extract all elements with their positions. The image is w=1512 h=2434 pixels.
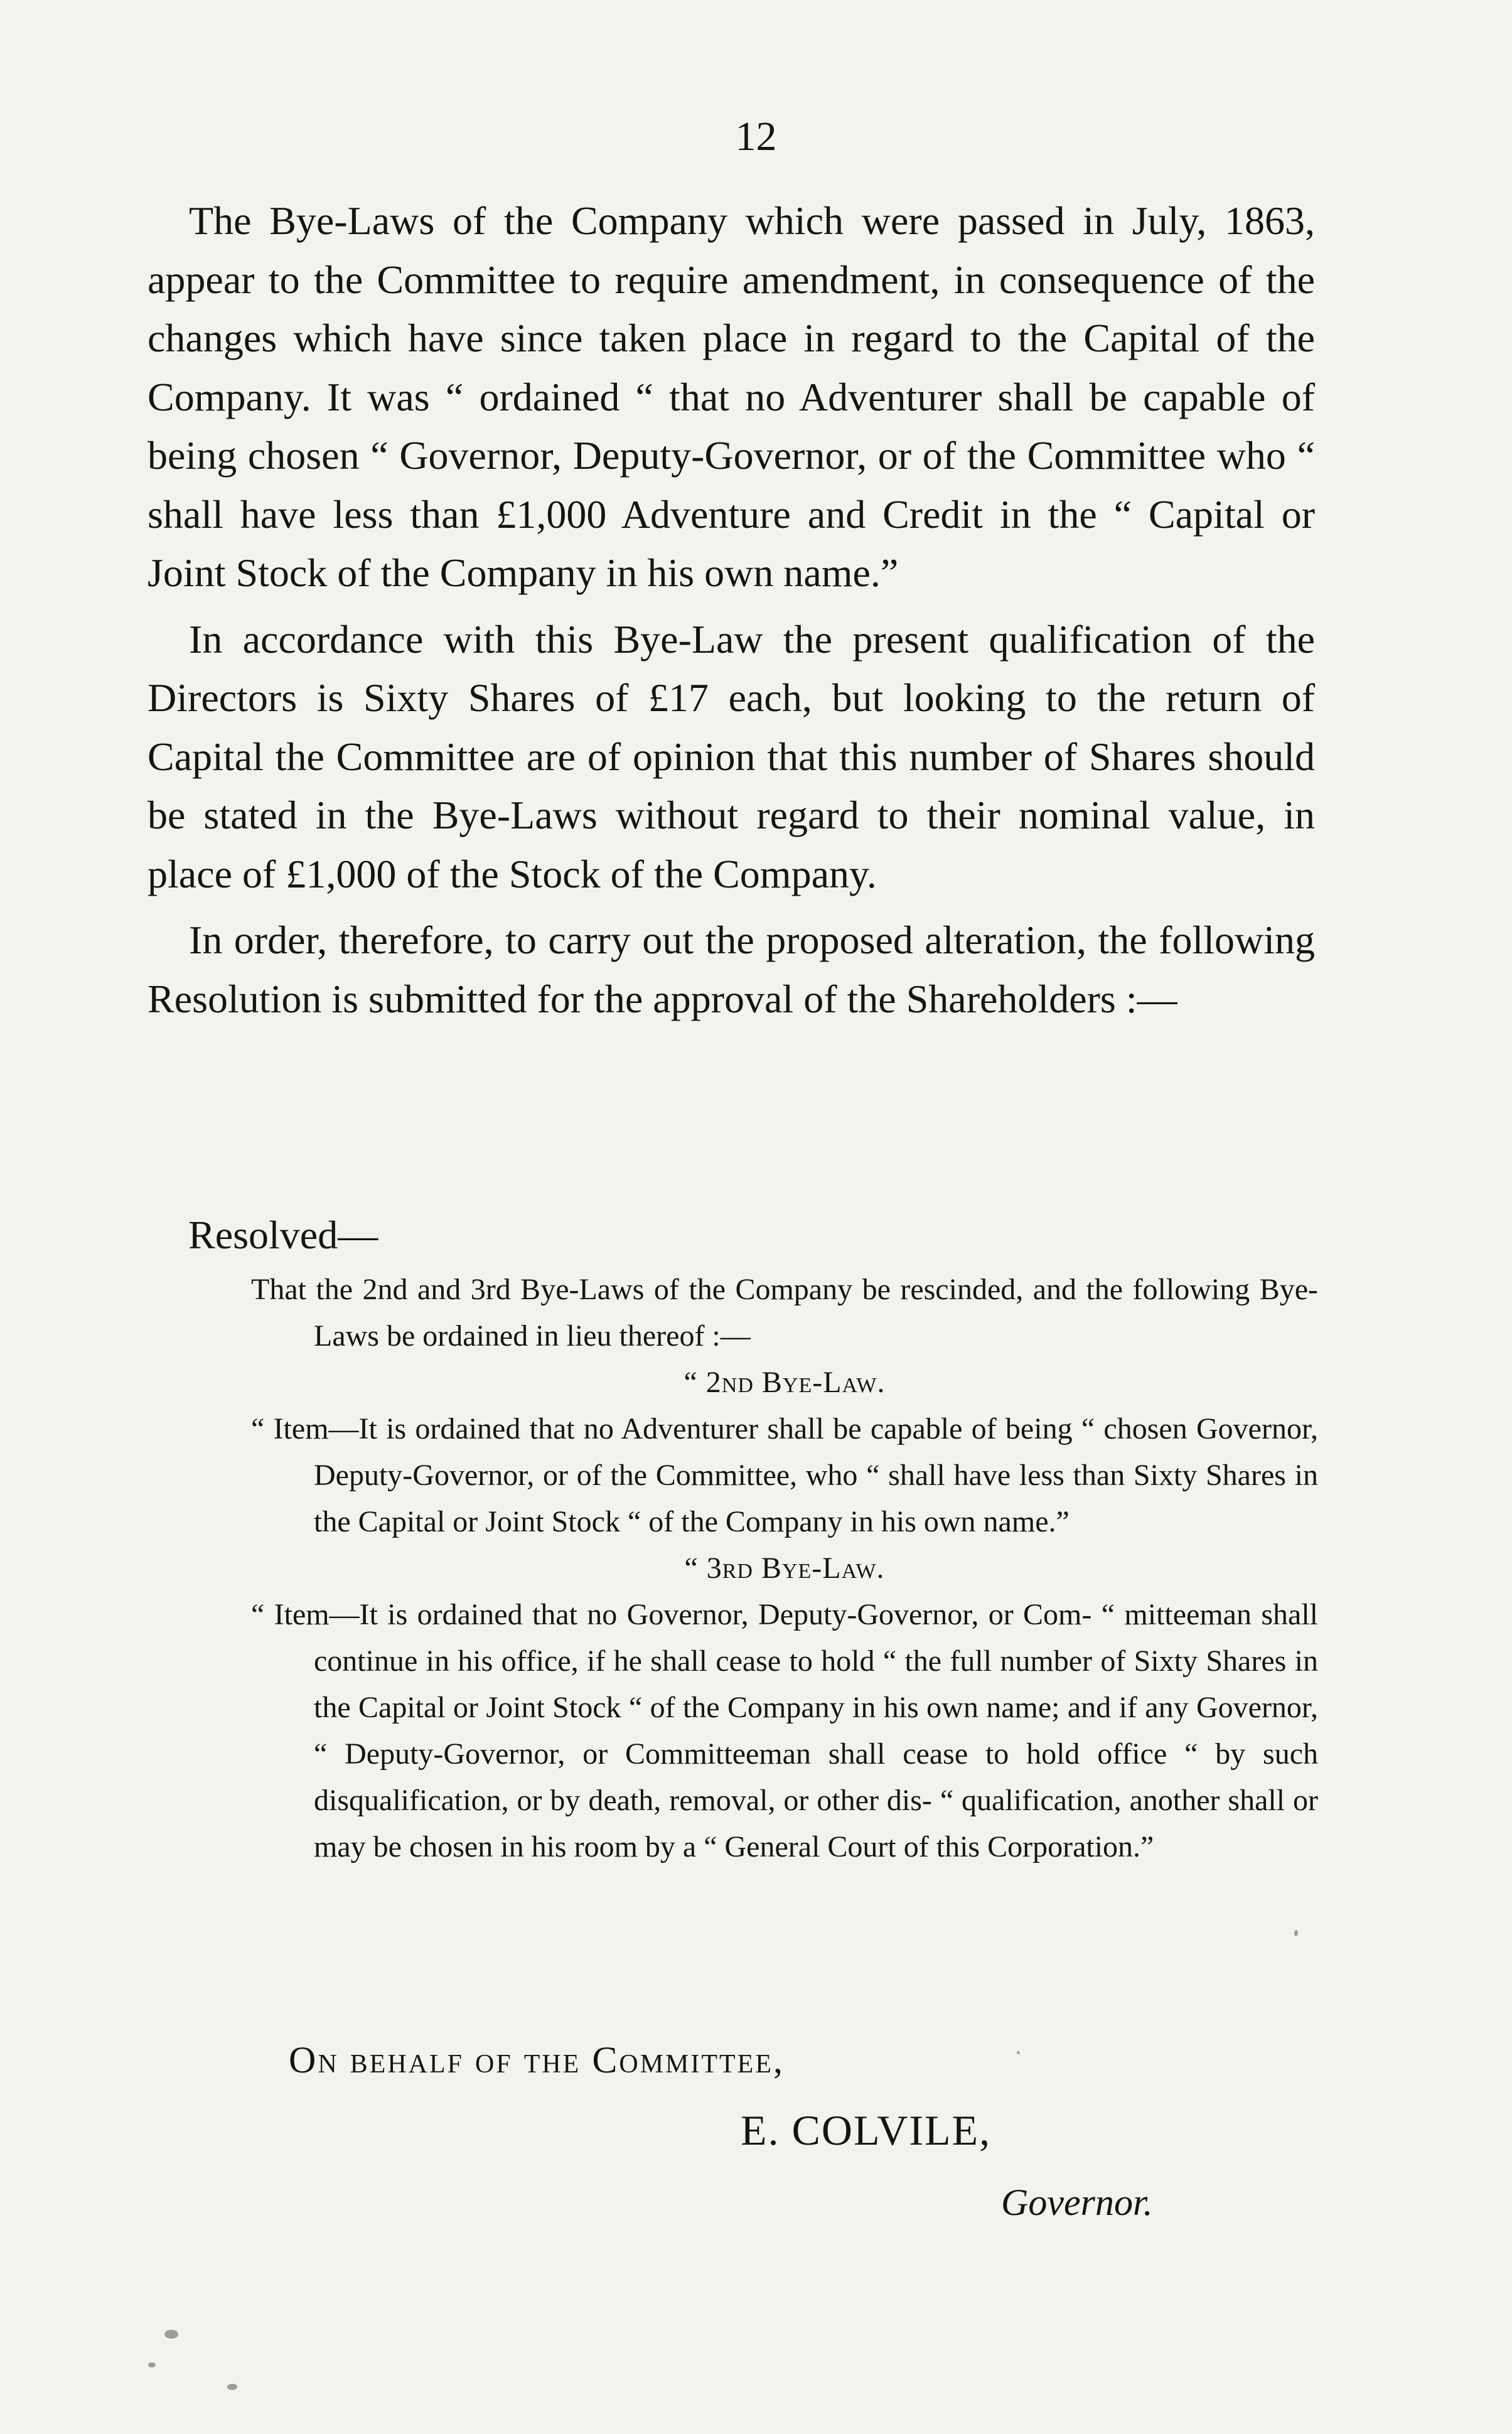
print-speck bbox=[1294, 1930, 1298, 1936]
bye-law-text-3rd: “ Item—It is ordained that no Governor, Deputy-Governor, or Com- “ mitteeman shall continue in his office, if he shall cease to hold “ the full number of Sixty Shares in the Capital or Joint Stock “ of the Company in his own name; and if any Governor, “ Deputy-Governor, or Committeeman shall cease to hold office “ by such disqualification, or by death, removal, or other dis- “ qualification, another shall or may be chosen in his room by a “ General Court of this Corporation.” bbox=[251, 1598, 1318, 1863]
bye-law-text-2nd: “ Item—It is ordained that no Adventurer shall be capable of being “ chosen Governor, Deputy-Governor, or of the Committee, who “ shall have less than Sixty Shares in the Capital or Joint Stock “ of the Company in his own name.” bbox=[251, 1412, 1318, 1538]
resolved-label: Resolved— bbox=[188, 1213, 378, 1257]
resolution-block bbox=[251, 1267, 1318, 1870]
print-speck bbox=[227, 2384, 237, 2390]
resolution-intro: That the 2nd and 3rd Bye-Laws of the Company be rescinded, and the following Bye-Laws be ordained in lieu thereof :— bbox=[251, 1273, 1318, 1353]
signatory-title: Governor. bbox=[1001, 2182, 1153, 2223]
print-speck bbox=[148, 2362, 156, 2367]
paragraph-proposed-alteration: In order, therefore, to carry out the proposed alteration, the following Resolution is submitted for the approval of the Shareholders :— bbox=[147, 918, 1315, 1021]
page-number: 12 bbox=[735, 114, 777, 159]
on-behalf-line: On behalf of the Committee, bbox=[289, 2039, 785, 2081]
bye-law-heading-3rd: “ 3rd Bye-Law. bbox=[684, 1552, 885, 1585]
body-text bbox=[147, 191, 1315, 1028]
paragraph-qualification: In accordance with this Bye-Law the present qualification of the Directors is Sixty Shares of £17 each, but looking to the return of Capital the Committee are of opinion that this number of Shares should be stated in the Bye-Laws without regard to their nominal value, in place of £1,000 of the Stock of the Company. bbox=[147, 616, 1315, 896]
signatory-name: E. COLVILE, bbox=[741, 2106, 992, 2154]
print-speck bbox=[164, 2330, 178, 2339]
print-speck bbox=[1017, 2051, 1020, 2054]
paragraph-bye-laws-amendment: The Bye-Laws of the Company which were passed in July, 1863, appear to the Committee to require amendment, in consequence of the changes which have since taken place in regard to the Capital of the Company. It was “ ordained “ that no Adventurer shall be capable of being chosen “ Governor, Deputy-Governor, or of the Committee who “ shall have less than £1,000 Adventure and Credit in the “ Capital or Joint Stock of the Company in his own name.” bbox=[147, 198, 1315, 595]
bye-law-heading-2nd: “ 2nd Bye-Law. bbox=[684, 1366, 886, 1399]
